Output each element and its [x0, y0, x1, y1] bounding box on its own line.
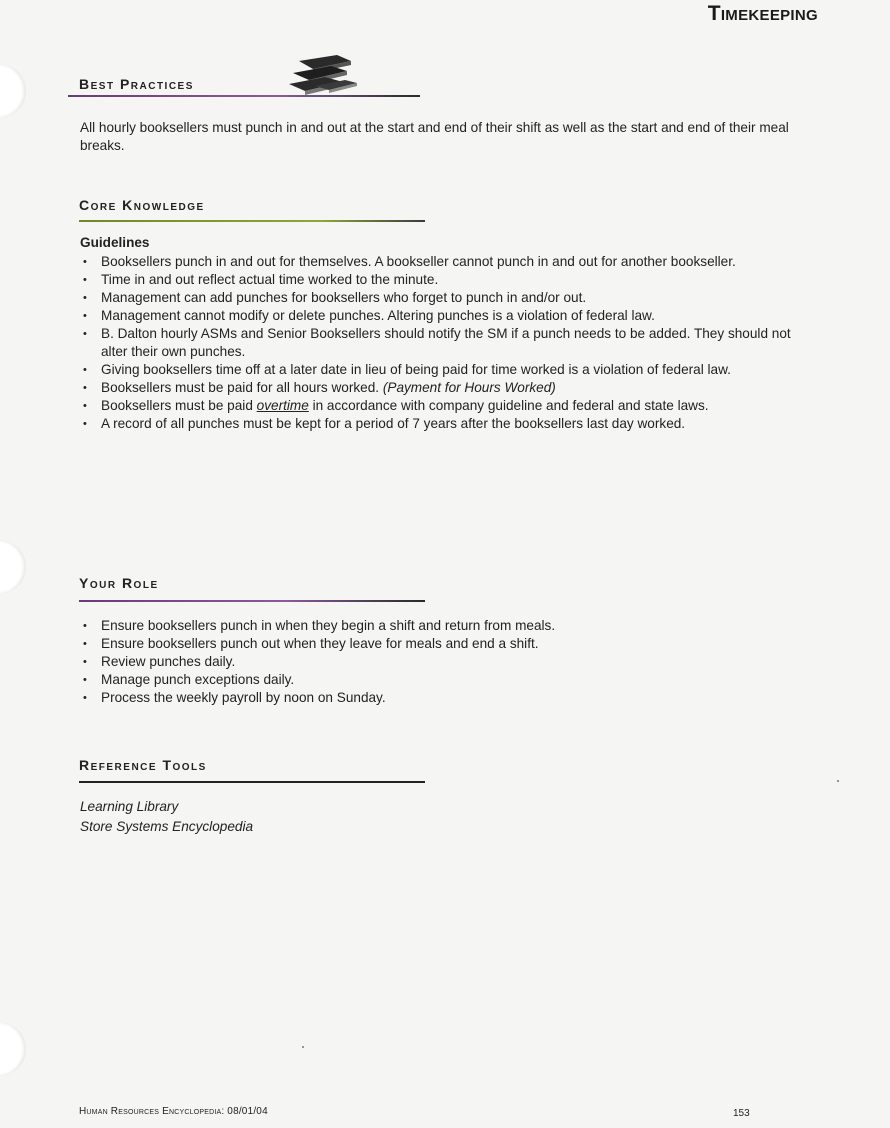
books-icon	[285, 53, 361, 99]
list-item: • Ensure booksellers punch in when they begin a shift and return from meals.	[80, 617, 820, 635]
list-item	[80, 397, 820, 415]
guidelines-subheading: Guidelines	[80, 235, 150, 250]
binder-hole-bottom	[0, 1022, 26, 1076]
list-item: • Booksellers punch in and out for themselves. A bookseller cannot punch in and out for another bookseller.	[80, 253, 820, 271]
your-role-list	[80, 617, 820, 707]
your-role-rule	[79, 600, 425, 602]
list-item: • Manage punch exceptions daily.	[80, 671, 820, 689]
list-item	[80, 379, 820, 397]
list-item: • Management can add punches for booksellers who forget to punch in and/or out.	[80, 289, 820, 307]
best-practices-text: All hourly booksellers must punch in and out at the start and end of their shift as well as the start and end of their meal breaks.	[80, 120, 789, 153]
reference-tools-rule	[79, 781, 425, 783]
guidelines-list	[80, 253, 820, 433]
page-number: 153	[733, 1108, 750, 1119]
reference-tools-heading: Reference Tools	[79, 757, 207, 773]
list-item: • Process the weekly payroll by noon on Sunday.	[80, 689, 820, 707]
speck	[837, 780, 839, 782]
your-role-heading: Your Role	[79, 575, 159, 591]
reference-store-systems-encyclopedia[interactable]: Store Systems Encyclopedia	[80, 819, 254, 834]
binder-hole-top	[0, 64, 26, 118]
list-item: • Management cannot modify or delete punches. Altering punches is a violation of federal law.	[80, 307, 820, 325]
list-item: • B. Dalton hourly ASMs and Senior Booksellers should notify the SM if a punch needs to be added. They should not alter their own punches.	[80, 325, 820, 361]
paid-item-text: Booksellers must be paid for all hours worked.	[101, 380, 380, 395]
list-item: • Ensure booksellers punch out when they leave for meals and end a shift.	[80, 635, 820, 653]
overtime-link[interactable]: overtime	[256, 398, 309, 413]
binder-hole-middle	[0, 540, 26, 594]
best-practices-heading: Best Practices	[79, 76, 194, 92]
list-item: • Time in and out reflect actual time worked to the minute.	[80, 271, 820, 289]
best-practices-rule	[68, 95, 420, 97]
list-item: • Review punches daily.	[80, 653, 820, 671]
speck	[302, 1046, 304, 1048]
core-knowledge-rule	[79, 220, 425, 222]
overtime-after: in accordance with company guideline and federal and state laws.	[312, 398, 709, 413]
core-knowledge-heading: Core Knowledge	[79, 197, 205, 213]
reference-learning-library[interactable]: Learning Library	[80, 799, 179, 814]
page-title: Timekeeping	[707, 2, 818, 25]
payment-for-hours-worked-link[interactable]: (Payment for Hours Worked)	[382, 380, 556, 395]
reference-tools-list	[80, 797, 253, 837]
list-item: • Giving booksellers time off at a later date in lieu of being paid for time worked is a violation of federal law.	[80, 361, 820, 379]
footer-text: Human Resources Encyclopedia: 08/01/04	[79, 1106, 268, 1117]
overtime-before: Booksellers must be paid	[101, 398, 253, 413]
list-item: • A record of all punches must be kept for a period of 7 years after the booksellers last day worked.	[80, 415, 820, 433]
